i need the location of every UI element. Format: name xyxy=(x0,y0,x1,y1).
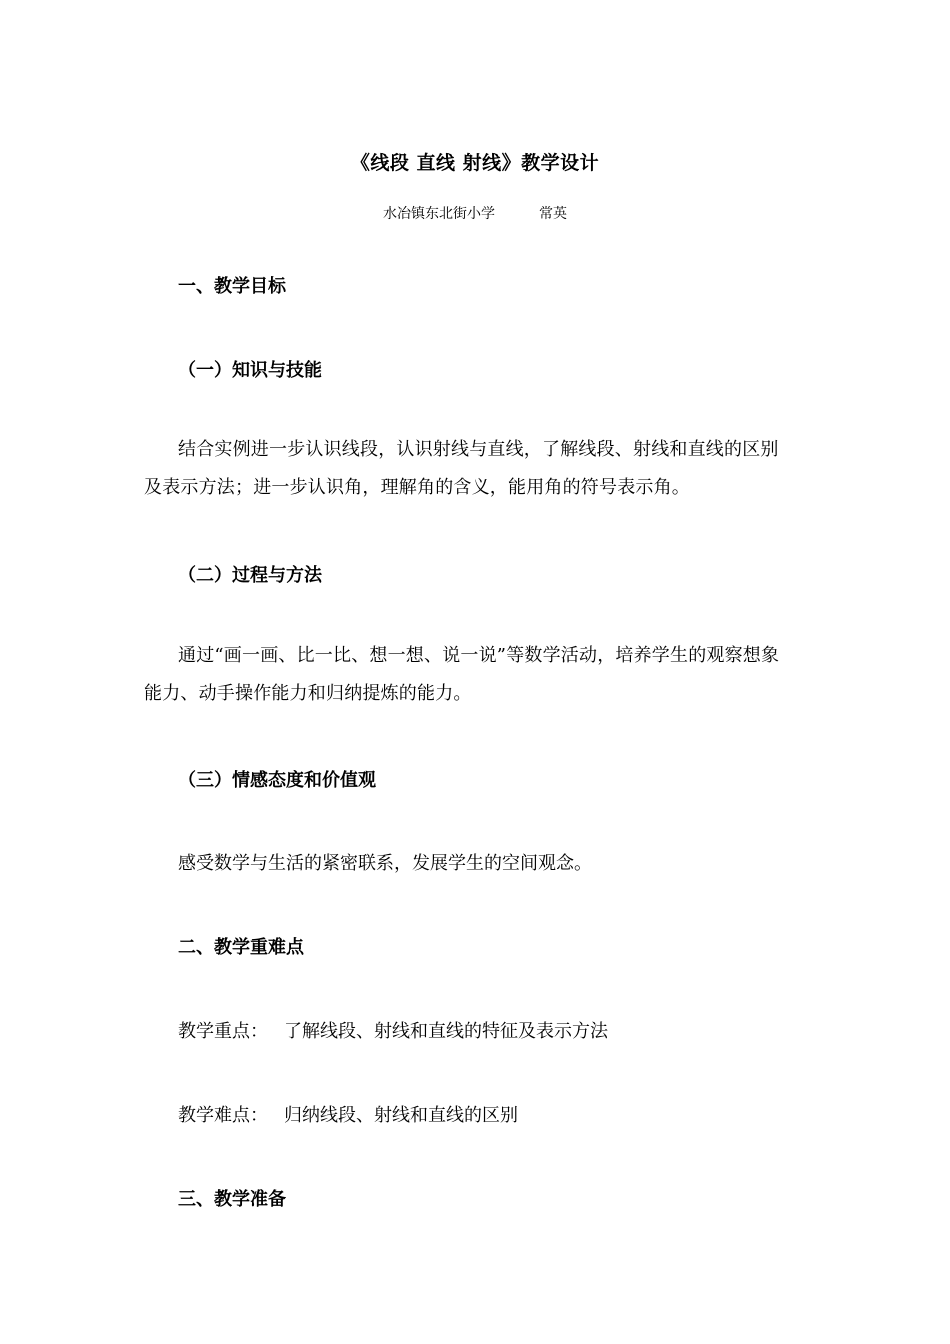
document-byline xyxy=(0,203,950,223)
document-title: 《线段 直线 射线》教学设计 xyxy=(350,152,600,174)
key-point-text: 了解线段、射线和直线的特征及表示方法 xyxy=(284,1021,608,1042)
key-point-line xyxy=(178,1017,608,1043)
heading-process-method: （二）过程与方法 xyxy=(178,565,322,586)
byline-school: 水冶镇东北街小学 xyxy=(383,206,495,222)
byline-author: 常英 xyxy=(539,206,567,222)
paragraph-process-method: 通过“画一画、比一比、想一想、说一说”等数学活动，培养学生的观察想象能力、动手操作能力和归纳提炼的能力。 xyxy=(144,645,780,704)
heading-teaching-goals: 一、教学目标 xyxy=(178,276,286,297)
paragraph-emotion-values: 感受数学与生活的紧密联系，发展学生的空间观念。 xyxy=(178,853,592,874)
key-point-label: 教学重点： xyxy=(178,1021,268,1042)
paragraph-knowledge-skills: 结合实例进一步认识线段，认识射线与直线，了解线段、射线和直线的区别及表示方法；进一步认识角，理解角的含义，能用角的符号表示角。 xyxy=(144,439,779,498)
heading-emotion-values: （三）情感态度和价值观 xyxy=(178,770,376,791)
heading-teaching-preparation: 三、教学准备 xyxy=(178,1189,286,1210)
difficult-point-text: 归纳线段、射线和直线的区别 xyxy=(284,1105,518,1126)
difficult-point-line xyxy=(178,1101,518,1127)
heading-knowledge-skills: （一）知识与技能 xyxy=(178,360,322,381)
heading-key-difficult-points: 二、教学重难点 xyxy=(178,937,304,958)
difficult-point-label: 教学难点： xyxy=(178,1105,268,1126)
